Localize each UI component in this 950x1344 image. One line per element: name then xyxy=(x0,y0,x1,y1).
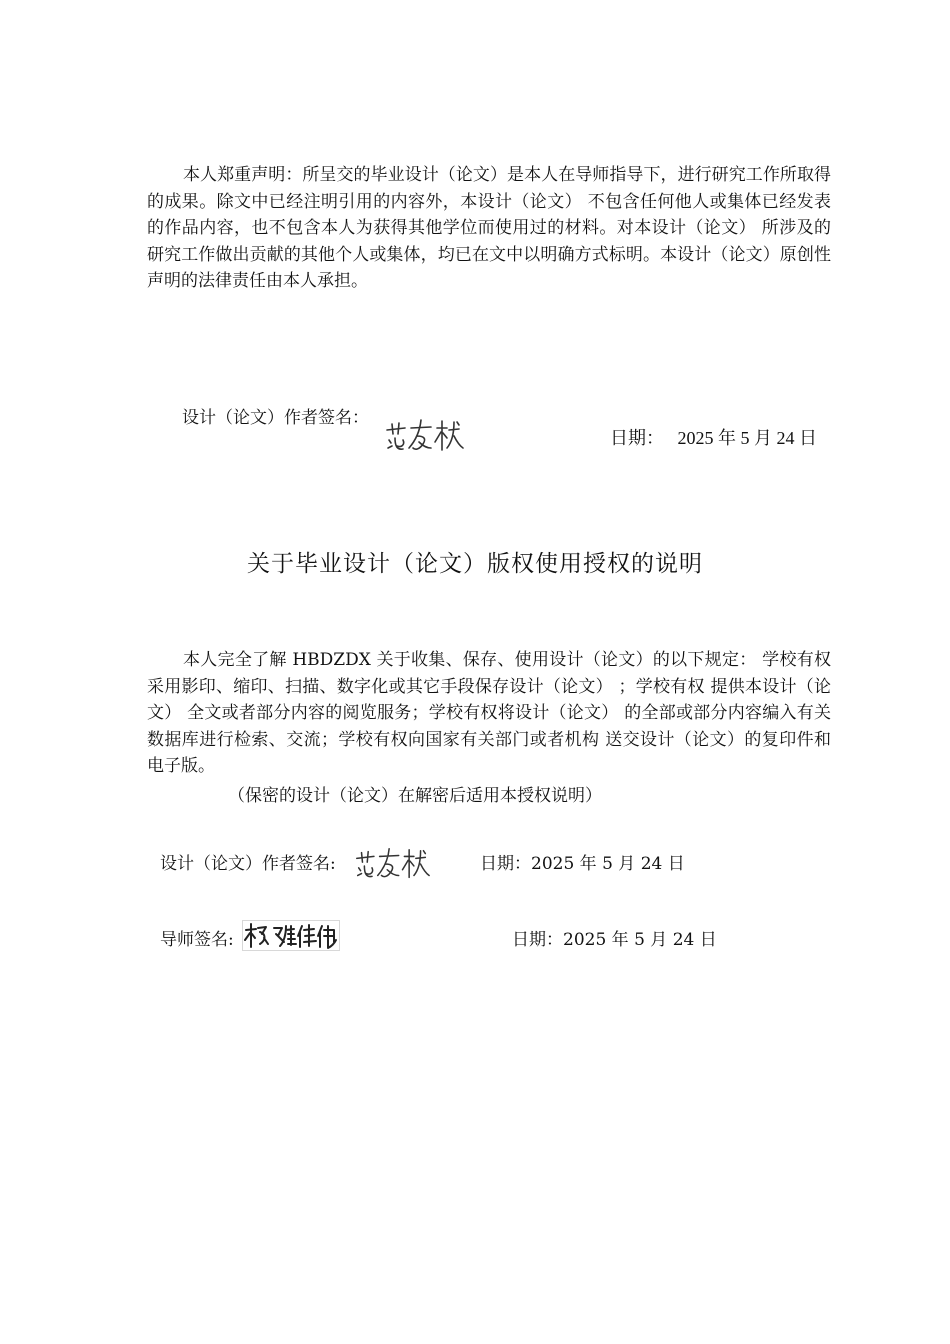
advisor-date: 日期：2025 年 5 月 24 日 xyxy=(512,930,717,950)
confidential-note: （保密的设计（论文）在解密后适用本授权说明） xyxy=(228,786,602,806)
author-handwritten-signature xyxy=(383,416,465,458)
copyright-author-date: 日期：2025 年 5 月 24 日 xyxy=(480,854,685,874)
copyright-author-signature-label: 设计（论文）作者签名: xyxy=(160,854,336,874)
declaration-date-label: 日期： xyxy=(610,428,664,448)
declaration-date-value: 2025 年 5 月 24 日 xyxy=(677,428,817,448)
copyright-author-handwritten-signature xyxy=(352,845,432,885)
advisor-handwritten-signature xyxy=(242,920,340,952)
copyright-authorization-text: 本人完全了解 HBDZDX 关于收集、保存、使用设计（论文）的以下规定： 学校有权采用影印、缩印、扫描、数字化或其它手段保存设计（论文） ；学校有权 提供本设计（论文） 全文或者部分内容的阅览服务；学校有权将设计（论文） 的全部或部分内容编入有关数据库进行检索、交流；学校有权向国家有关部门或者机构 送交设计（论文）的复印件和电子版。 xyxy=(147,650,831,776)
copyright-title: 关于毕业设计（论文）版权使用授权的说明 xyxy=(247,551,703,577)
declaration-date-line xyxy=(610,427,817,449)
originality-declaration-text: 本人郑重声明：所呈交的毕业设计（论文）是本人在导师指导下，进行研究工作所取得的成果。除文中已经注明引用的内容外，本设计（论文） 不包含任何他人或集体已经发表的作品内容，也不包含本人为获得其他学位而使用过的材料。对本设计（论文） 所涉及的研究工作做出贡献的其他个人或集体，均已在文中以明确方式标明。本设计（论文）原创性声明的法律责任由本人承担。 xyxy=(147,165,831,291)
advisor-signature-label: 导师签名: xyxy=(160,930,234,950)
author-signature-label: 设计（论文）作者签名： xyxy=(182,408,369,428)
